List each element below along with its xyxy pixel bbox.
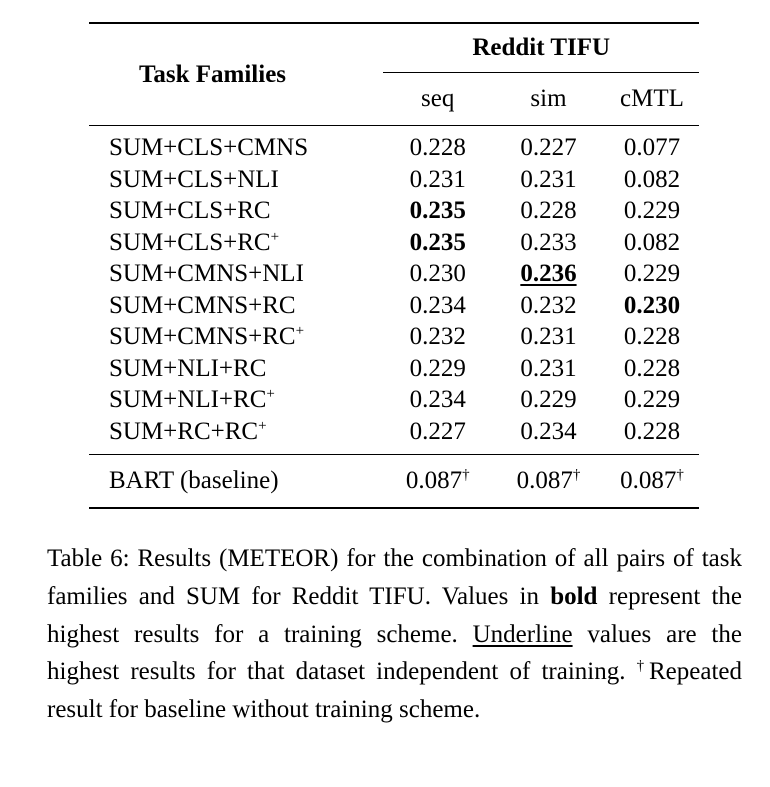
value-cell-seq	[383, 353, 492, 385]
value-cell-seq	[383, 416, 492, 455]
plus-mark: +	[258, 417, 267, 434]
table-row	[89, 353, 699, 385]
table-row	[89, 321, 699, 353]
results-table-container	[89, 22, 699, 509]
value-cell-seq	[383, 384, 492, 416]
caption-text-4: Repeated result for baseline without training scheme.	[47, 658, 742, 724]
meteor-value: 0.234	[520, 417, 577, 445]
task-family-cell	[89, 126, 383, 164]
meteor-value: 0.227	[520, 134, 577, 161]
task-family-cell	[89, 384, 383, 416]
meteor-value: 0.229	[409, 354, 466, 382]
caption-underline-word: Underline	[472, 620, 573, 648]
value-cell-cmtl	[605, 384, 699, 416]
value-cell-sim	[492, 290, 605, 322]
column-header-cmtl: cMTL	[620, 85, 684, 113]
baseline-cell-sim	[492, 455, 605, 509]
meteor-value: 0.229	[623, 386, 681, 413]
task-family-name: SUM+NLI+RC	[109, 354, 267, 382]
task-family-name: SUM+CMNS+NLI	[109, 260, 304, 287]
meteor-value: 0.233	[520, 228, 577, 256]
value-cell-seq	[383, 321, 492, 353]
column-header-seq: seq	[421, 85, 455, 113]
value-cell-sim	[492, 227, 605, 259]
baseline-cell-cmtl	[605, 455, 699, 509]
meteor-value: 0.231	[520, 165, 577, 193]
task-families-header: Task Families	[139, 60, 287, 88]
table-row	[89, 227, 699, 259]
task-family-cell	[89, 353, 383, 385]
value-cell-cmtl	[605, 290, 699, 322]
meteor-value: 0.228	[623, 417, 681, 445]
baseline-row	[89, 455, 699, 509]
dagger-mark: †	[572, 467, 581, 484]
task-family-name: SUM+CLS+RC	[109, 228, 271, 256]
value-cell-sim	[492, 126, 605, 164]
value-cell-seq	[383, 195, 492, 227]
meteor-value: 0.229	[623, 260, 681, 287]
plus-mark: +	[270, 228, 280, 245]
baseline-section	[89, 455, 699, 509]
baseline-value: 0.087	[516, 467, 573, 495]
meteor-value: 0.235	[409, 197, 466, 224]
meteor-value: 0.230	[409, 260, 466, 287]
meteor-value: 0.236	[520, 260, 577, 287]
meteor-value: 0.229	[520, 386, 577, 413]
table-row	[89, 126, 699, 164]
caption-dagger: †	[636, 658, 649, 675]
meteor-value: 0.082	[623, 228, 681, 256]
value-cell-seq	[383, 258, 492, 290]
value-cell-seq	[383, 126, 492, 164]
value-cell-cmtl	[605, 416, 699, 455]
table-row	[89, 290, 699, 322]
value-cell-cmtl	[605, 258, 699, 290]
task-family-name: SUM+CLS+NLI	[109, 165, 279, 193]
baseline-value: 0.087	[620, 467, 677, 495]
meteor-value: 0.231	[520, 323, 577, 350]
plus-mark: +	[295, 323, 305, 339]
table-row	[89, 195, 699, 227]
value-cell-seq	[383, 227, 492, 259]
task-family-cell	[89, 416, 383, 455]
caption-bold-word: bold	[550, 582, 598, 610]
dagger-mark: †	[676, 467, 684, 484]
baseline-cell-seq	[383, 455, 492, 509]
caption-text-3: values are the highest results for that dataset independent of training.	[47, 620, 742, 686]
task-family-name: SUM+NLI+RC	[109, 386, 267, 413]
value-cell-sim	[492, 258, 605, 290]
reddit-tifu-header: Reddit TIFU	[383, 23, 699, 73]
meteor-value: 0.232	[409, 323, 466, 350]
meteor-value: 0.231	[520, 354, 577, 382]
table-body	[89, 126, 699, 455]
baseline-name: BART (baseline)	[109, 467, 279, 495]
meteor-value: 0.235	[409, 228, 466, 256]
meteor-value: 0.234	[409, 386, 466, 413]
value-cell-sim	[492, 353, 605, 385]
value-cell-seq	[383, 164, 492, 196]
value-cell-cmtl	[605, 126, 699, 164]
value-cell-seq	[383, 290, 492, 322]
value-cell-cmtl	[605, 164, 699, 196]
value-cell-sim	[492, 195, 605, 227]
task-family-cell	[89, 227, 383, 259]
meteor-value: 0.228	[623, 354, 681, 382]
table-header	[89, 23, 699, 126]
value-cell-cmtl	[605, 227, 699, 259]
value-cell-cmtl	[605, 353, 699, 385]
caption-text-1: Table 6: Results (METEOR) for the combination of all pairs of task families and SUM for Reddit TIFU. Values in	[47, 545, 742, 610]
value-cell-sim	[492, 164, 605, 196]
column-header-sim: sim	[530, 85, 567, 113]
task-family-name: SUM+RC+RC	[109, 417, 259, 445]
meteor-value: 0.232	[520, 291, 577, 319]
value-cell-sim	[492, 416, 605, 455]
table-row	[89, 258, 699, 290]
meteor-value: 0.228	[409, 134, 466, 161]
task-family-cell	[89, 290, 383, 322]
table-row	[89, 164, 699, 196]
task-family-name: SUM+CLS+CMNS	[109, 134, 309, 161]
results-table	[89, 22, 699, 509]
meteor-value: 0.228	[520, 197, 577, 224]
value-cell-sim	[492, 321, 605, 353]
value-cell-cmtl	[605, 195, 699, 227]
caption-text-2: represent the highest results for a training scheme.	[47, 582, 742, 648]
meteor-value: 0.230	[623, 291, 681, 319]
plus-mark: +	[266, 386, 275, 402]
task-family-name: SUM+CMNS+RC	[109, 291, 296, 319]
meteor-value: 0.228	[623, 323, 681, 350]
table-caption	[47, 540, 742, 729]
table-row	[89, 384, 699, 416]
task-family-name: SUM+CMNS+RC	[109, 323, 296, 350]
value-cell-cmtl	[605, 321, 699, 353]
meteor-value: 0.227	[409, 417, 466, 445]
task-family-name: SUM+CLS+RC	[109, 197, 271, 224]
task-family-cell	[89, 321, 383, 353]
meteor-value: 0.229	[623, 197, 681, 224]
meteor-value: 0.234	[409, 291, 466, 319]
baseline-value: 0.087	[405, 467, 463, 495]
meteor-value: 0.231	[409, 165, 466, 193]
meteor-value: 0.077	[623, 134, 681, 161]
dagger-mark: †	[462, 467, 470, 484]
meteor-value: 0.082	[623, 165, 681, 193]
value-cell-sim	[492, 384, 605, 416]
task-family-cell	[89, 195, 383, 227]
task-family-cell	[89, 164, 383, 196]
task-family-cell	[89, 258, 383, 290]
table-row	[89, 416, 699, 455]
